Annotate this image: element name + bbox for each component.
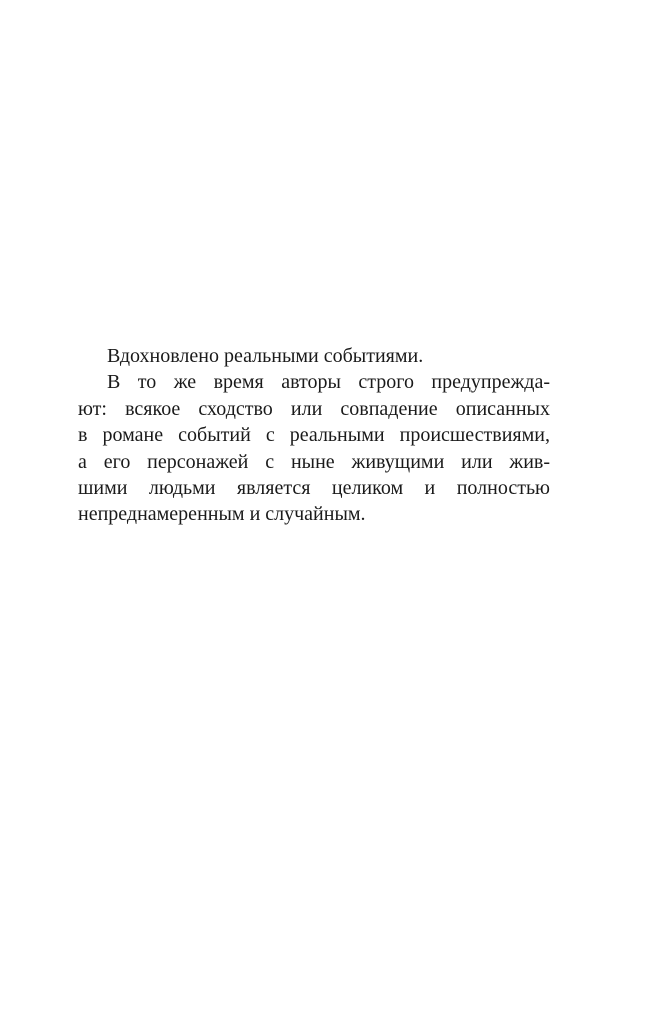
disclaimer-text (78, 343, 550, 528)
disclaimer-line-1: Вдохновлено реальными событиями. (107, 345, 424, 367)
disclaimer-line-7: непреднамеренным и случайным. (78, 503, 366, 526)
disclaimer-line-3: ют: всякое сходство или совпадение описанных (78, 397, 550, 420)
disclaimer-line-6: шими людьми является целиком и полностью (78, 476, 550, 499)
disclaimer-line-2: В то же время авторы строго предупрежда- (107, 371, 550, 394)
disclaimer-line-4: в романе событий с реальными происшествиями, (78, 424, 550, 447)
disclaimer-line-5: а его персонажей с ныне живущими или жив- (78, 450, 550, 473)
